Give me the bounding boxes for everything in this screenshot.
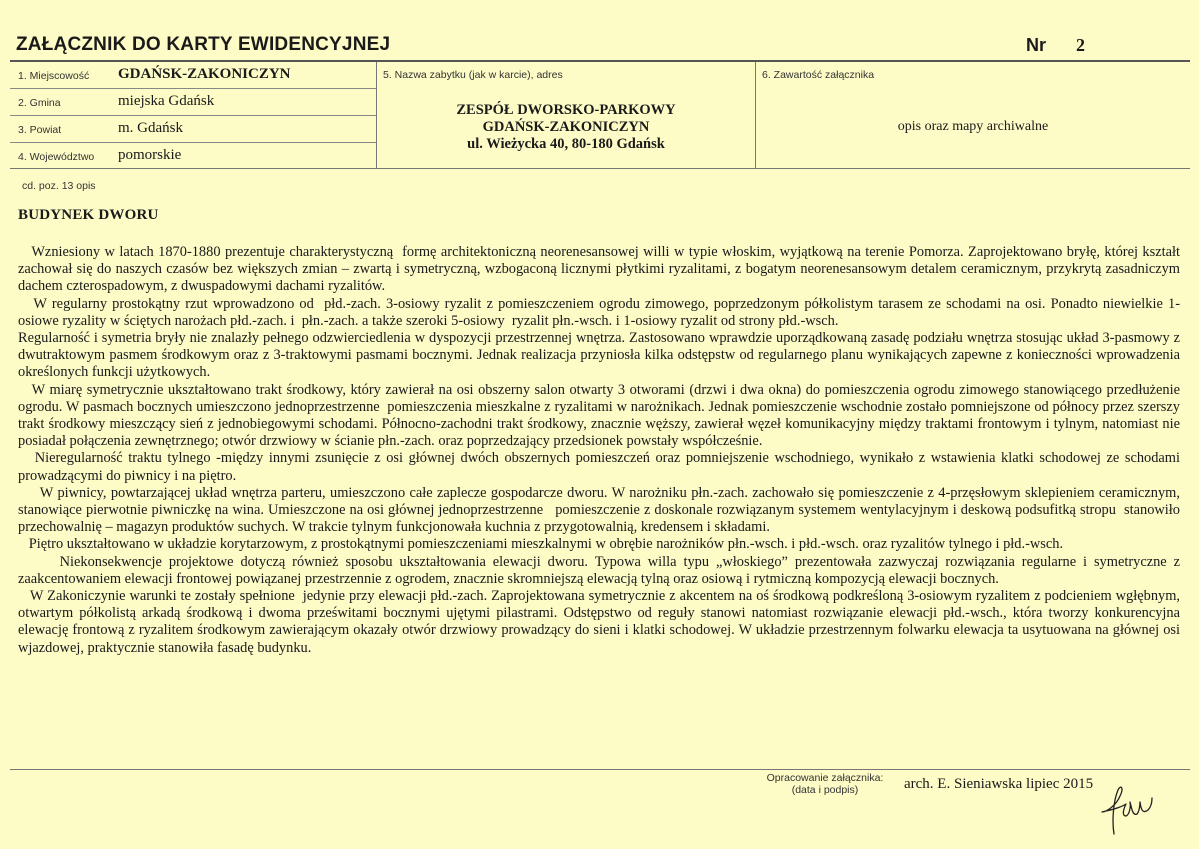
- section-title: BUDYNEK DWORU: [18, 207, 159, 223]
- monument-address: ul. Wieżycka 40, 80-180 Gdańsk: [467, 136, 665, 152]
- page-title: ZAŁĄCZNIK DO KARTY EWIDENCYJNEJ: [16, 34, 391, 55]
- monument-column: [377, 62, 755, 168]
- locality-label: 1. Miejscowość: [18, 70, 90, 82]
- paragraph: W piwnicy, powtarzającej układ wnętrza parteru, umieszczono całe zaplecze gospodarcze dworu. W narożniku płn.-zach. zachowało się pomieszczenie z 4-przęsłowym sklepieniem ceramicznym, stanowiące pierwotnie piwniczkę na wina. Umieszczone na osi głównej jednoprzestrzenne pomieszczenie z doskonale rozwiązanym systemem wentylacyjnym i deskową podsufitką stropu stanowiło przechowalnię – magazyn produktów suchych. W trakcie tylnym funkcjonowała kuchnia z przygotowalnią, kredensem i składami.: [18, 484, 1184, 536]
- content-column: [756, 62, 1190, 168]
- monument-line: ZESPÓŁ DWORSKO-PARKOWY: [456, 102, 676, 118]
- record-form-grid: [10, 60, 1190, 169]
- paragraph: W regularny prostokątny rzut wprowadzono od płd.-zach. 3-osiowy ryzalit z pomieszczeniem ogrodu zimowego, poprzedzonym półkolistym tarasem ze schodami na osi. Ponadto niewielkie 1-osiowe ryzality w ściętych narożach płd.-zach. i płn.-zach. a także szeroki 5-osiowy ryzalit płn.-wsch. i 1-osiowy ryzalit od strony płd.-wsch.: [18, 295, 1180, 329]
- date-signature-label: (data i podpis): [791, 784, 859, 796]
- voivodeship-value: pomorskie: [118, 147, 182, 163]
- paragraph: Regularność i symetria bryły nie znalazły pełnego odzwierciedlenia w dyspozycji przestrzennej wnętrza. Zastosowano wprawdzie uporządkowaną zasadę podziału wnętrza stosując układ 3-pasmowy z dwutraktowym pasmem środkowym oraz z 3-traktowymi pasmami bocznymi. Jednak realizacja przyniosła kilka odstępstw od regularnego planu wynikających zapewne z konieczności wprowadzenia określonych funkcji użytkowych.: [18, 330, 1184, 381]
- voivodeship-label: 4. Województwo: [18, 151, 95, 163]
- author-and-date: arch. E. Sieniawska lipiec 2015: [904, 776, 1094, 792]
- paragraph: W Zakoniczynie warunki te zostały spełnione jedynie przy elewacji płd.-zach. Zaprojektowana symetrycznie z akcentem na oś środkową podkreśloną 3-osiowym ryzalitem z podcieniem wgłębnym, otwartym półkolistą arkadą środkową i dwoma prześwitami bocznymi ujętymi pilastrami. Odstępstwo od reguły stanowi natomiast rozwiązanie elewacji płd.-wsch., która tworzy konkurencyjna elewację frontową z ryzalitem środkowym zawierającym okazały otwór drzwiowy prowadzący do sieni i klatki schodowej. W układzie przestrzennym folwarku elewacja ta usytuowana na głównej osi wjazdowej, praktycznie stanowiła fasadę budynku.: [18, 588, 1184, 656]
- county-value: m. Gdańsk: [118, 120, 183, 136]
- content-value: opis oraz mapy archiwalne: [897, 119, 1049, 134]
- row-voivodeship: [10, 143, 376, 169]
- paragraph: W miarę symetrycznie ukształtowano trakt środkowy, który zawierał na osi obszerny salon otwarty 3 otworami (drzwi i dwa okna) do pomieszczenia ogrodu zimowego stanowiącego przedłużenie ogrodu. W pasmach bocznych umieszczono jednoprzestrzenne pomieszczenia mieszkalne z ryzalitami w narożnikach. Jednak pomieszczenie wschodnie zostało pomniejszone od północy przez szerszy trakt środkowy mieszczący sień z jednobiegowymi schodami. Północno-zachodni trakt środkowy, znacznie węższy, zawierał węzeł komunikacyjny między traktami frontowym i tylnym, natomiast nie posiadał połączenia zewnętrznego; otwór drzwiowy w ścianie płn.-zach. oraz poprzedzający przedsionek powstały współcześnie.: [18, 381, 1184, 450]
- row-county: [10, 116, 376, 143]
- row-commune: [10, 89, 376, 116]
- locality-value: GDAŃSK-ZAKONICZYN: [118, 66, 291, 82]
- description-text: [18, 244, 1184, 657]
- prepared-by-label: [760, 772, 890, 796]
- footer-divider: [10, 769, 1190, 770]
- prepared-by-label-line: Opracowanie załącznika:: [766, 772, 884, 784]
- monument-line: GDAŃSK-ZAKONICZYN: [482, 119, 650, 135]
- continuation-note: cd. poz. 13 opis: [22, 180, 96, 192]
- handwritten-signature: [1096, 782, 1156, 840]
- location-column: [10, 62, 376, 168]
- commune-label: 2. Gmina: [18, 97, 61, 109]
- number-value: 2: [1076, 35, 1085, 55]
- paragraph: Wzniesiony w latach 1870-1880 prezentuje charakterystyczną formę architektoniczną neorenesansowej willi w typie włoskim, wyjątkową na terenie Pomorza. Zaprojektowano bryłę, której kształt zachował się do naszych czasów bez większych zmian – zwartą i symetryczną, wzbogaconą licznymi płytkimi ryzalitami, z bogatym neorenesansowym detalem ceramicznym, przykrytą zasadniczym dachem czterospadowym, z dwuspadowymi dachami ryzalitów.: [18, 244, 1184, 295]
- paragraph: Piętro ukształtowano w układzie korytarzowym, z prostokątnymi pomieszczeniami mieszkalnymi w obrębie narożników płn.-wsch. i płd.-wsch. oraz ryzalitów tylnego i płd.-wsch.: [18, 536, 1064, 553]
- county-label: 3. Powiat: [18, 124, 62, 136]
- content-label: 6. Zawartość załącznika: [762, 69, 875, 81]
- monument-name: [377, 102, 755, 153]
- commune-value: miejska Gdańsk: [118, 93, 215, 109]
- number-label: Nr: [1026, 35, 1047, 55]
- row-locality: [10, 62, 376, 89]
- monument-label: 5. Nazwa zabytku (jak w karcie), adres: [383, 69, 563, 81]
- paragraph: Niekonsekwencje projektowe dotyczą również sposobu ukształtowania elewacji dworu. Typowa willa typu „włoskiego” prezentowała zazwyczaj rozwiązania regularne i symetryczne z zaakcentowaniem elewacji frontowej powiązanej przestrzennie z ogrodem, znacznie skromniejszą elewacją tylną oraz osiową i rytmiczną kompozycją elewacji bocznych.: [18, 553, 1184, 587]
- paragraph: Nieregularność traktu tylnego -między innymi zsunięcie z osi głównej dwóch obszernych pomieszczeń oraz pomniejszenie wschodniego, wynikało z wstawienia klatki schodowej ze schodami prowadzącymi do piwnicy i na piętro.: [18, 450, 1184, 484]
